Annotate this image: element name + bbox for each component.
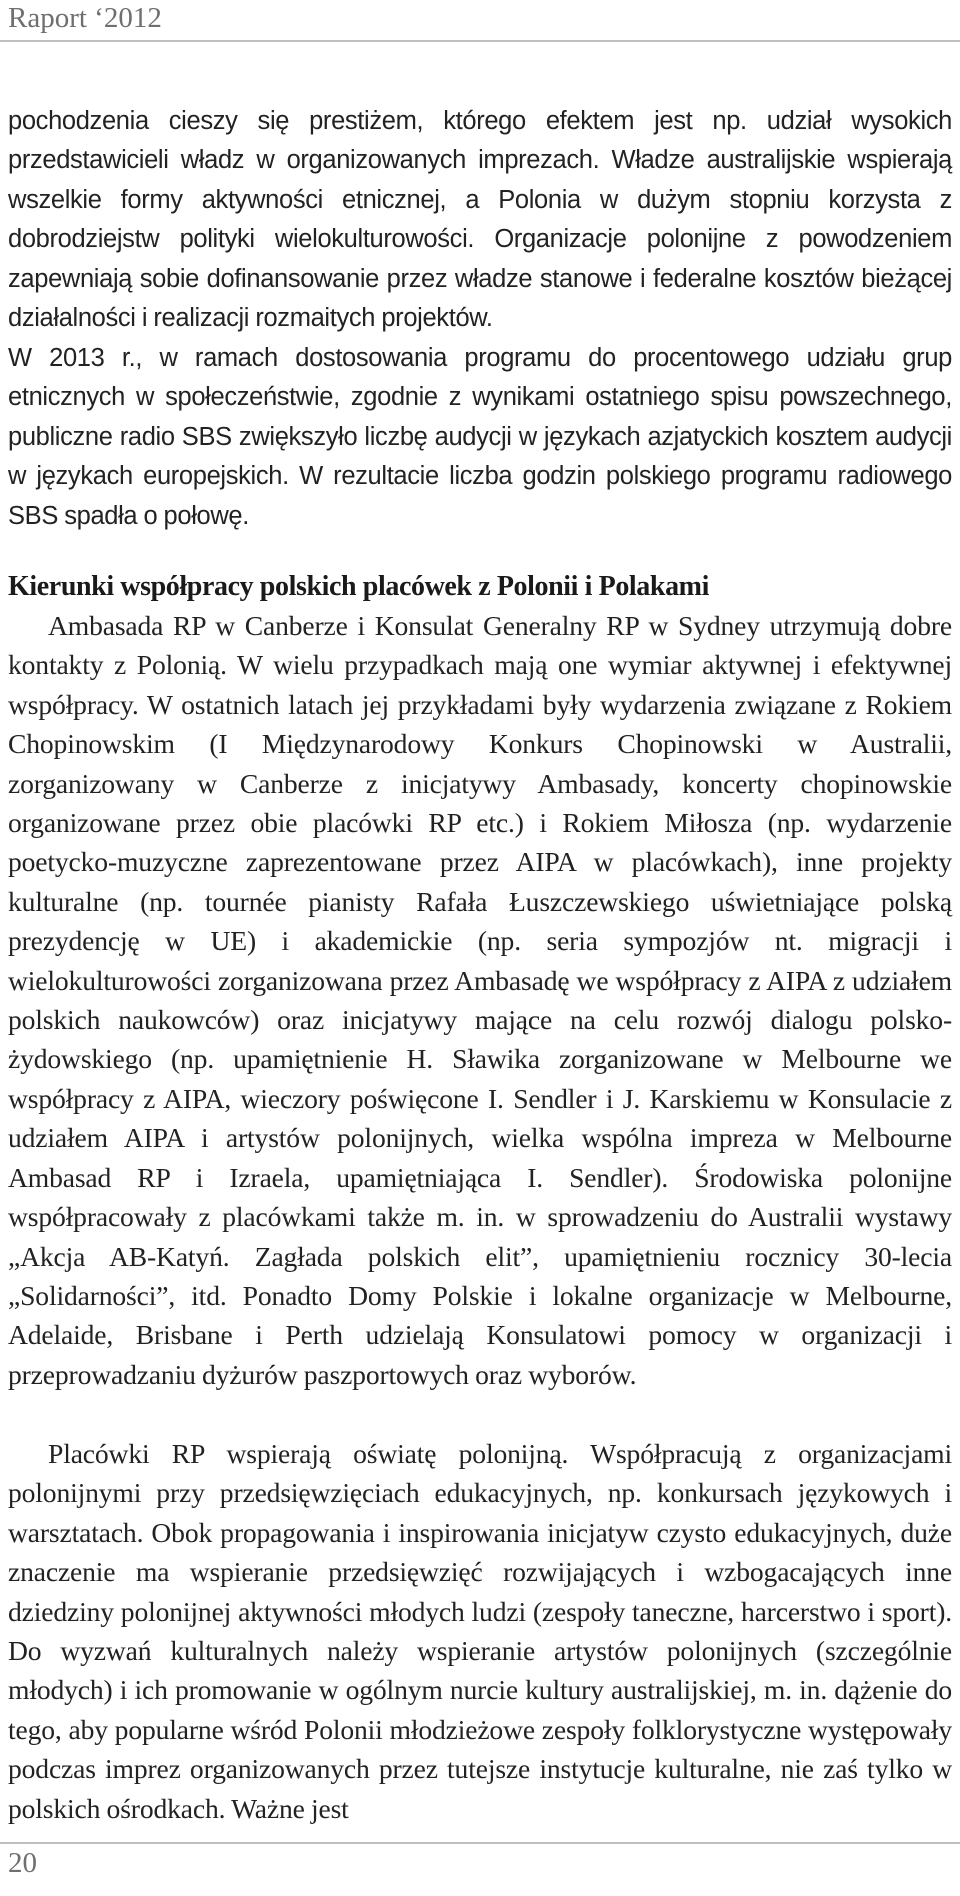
section-title: Kierunki współpracy polskich placówek z Polonii i Polakami [8,571,709,602]
paragraph-intro: pochodzenia cieszy się prestiżem, którego efektem jest np. udział wysokich przedstawicieli władz w organizowanych imprezach. Władze australijskie wspierają wszelkie formy aktywności etnicznej, a Polonia w dużym stopniu korzysta z dobrodziejstw polityki wielokulturowości. Organizacje polonijne z powodzeniem zapewniają sobie dofinansowanie przez władze stanowe i federalne kosztów bieżącej działalności i realizacji rozmaitych projektów. [8,107,952,333]
footer-divider [0,1842,960,1844]
page-number: 20 [8,1847,37,1879]
paragraph-cooperation: Ambasada RP w Canberze i Konsulat Generalny RP w Sydney utrzymują dobre kontakty z Polonią. W wielu przypadkach mają one wymiar aktywnej i efektywnej współpracy. W ostatnich latach jej przykładami były wydarzenia związane z Rokiem Chopinowskim (I Międzynarodowy Konkurs Chopinowski w Australii, zorganizowany w Canberze z inicjatywy Ambasady, koncerty chopinowskie organizowane przez obie placówki RP etc.) i Rokiem Miłosza (np. wydarzenie poetycko-muzyczne zaprezentowane przez AIPA w placówkach), inne projekty kulturalne (np. tournée pianisty Rafała Łuszczewskiego uświetniające polską prezydencję w UE) i akademickie (np. seria sympozjów nt. migracji i wielokulturowości zorganizowana przez Ambasadę we współpracy z AIPA z udziałem polskich naukowców) oraz inicjatywy mające na celu rozwój dialogu polsko-żydowskiego (np. upamiętnienie H. Sławika zorganizowane w Melbourne we współpracy z AIPA, wieczory poświęcone I. Sendler i J. Karskiemu w Konsulacie z udziałem AIPA i artystów polonijnych, wielka wspólna impreza w Melbourne Ambasad RP i Izraela, upamiętniająca I. Sendler). Środowiska polonijne współpracowały z placówkami także m. in. w sprowadzeniu do Australii wystawy „Akcja AB-Katyń. Zagłada polskich elit”, upamiętnieniu rocznicy 30-lecia „Solidarności”, itd. Ponadto Domy Polskie i lokalne organizacje w Melbourne, Adelaide, Brisbane i Perth udzielają Konsulatowi pomocy w organizacji i przeprowadzaniu dyżurów paszportowych oraz wyborów. [8,610,952,1390]
running-header: Raport ‘2012 [8,2,162,34]
paragraph-education: Placówki RP wspierają oświatę polonijną. Współpracują z organizacjami polonijnymi przy przedsięwzięciach edukacyjnych, np. konkursach językowych i warsztatach. Obok propagowania i inspirowania inicjatyw czysto edukacyjnych, duże znaczenie ma wspieranie przedsięwzięć rozwijających i wzbogacających inne dziedziny polonijnej aktywności młodych ludzi (zespoły taneczne, harcerstwo i sport). Do wyzwań kulturalnych należy wspieranie artystów polonijnych (szczególnie młodych) i ich promowanie w ogólnym nurcie kultury australijskiej, m. in. dążenie do tego, aby popularne wśród Polonii młodzieżowe zespoły folklorystyczne występowały podczas imprez organizowanych przez tutejsze instytucje kulturalne, nie zaś tylko w polskich ośrodkach. Ważne jest [8,1438,952,1824]
paragraph-sbs-radio: W 2013 r., w ramach dostosowania programu do procentowego udziału grup etnicznych w społeczeństwie, zgodnie z wynikami ostatniego spisu powszechnego, publiczne radio SBS zwiększyło liczbę audycji w językach azjatyckich kosztem audycji w językach europejskich. W rezultacie liczba godzin polskiego programu radiowego SBS spadła o połowę. [8,344,952,530]
header-divider [0,40,960,42]
